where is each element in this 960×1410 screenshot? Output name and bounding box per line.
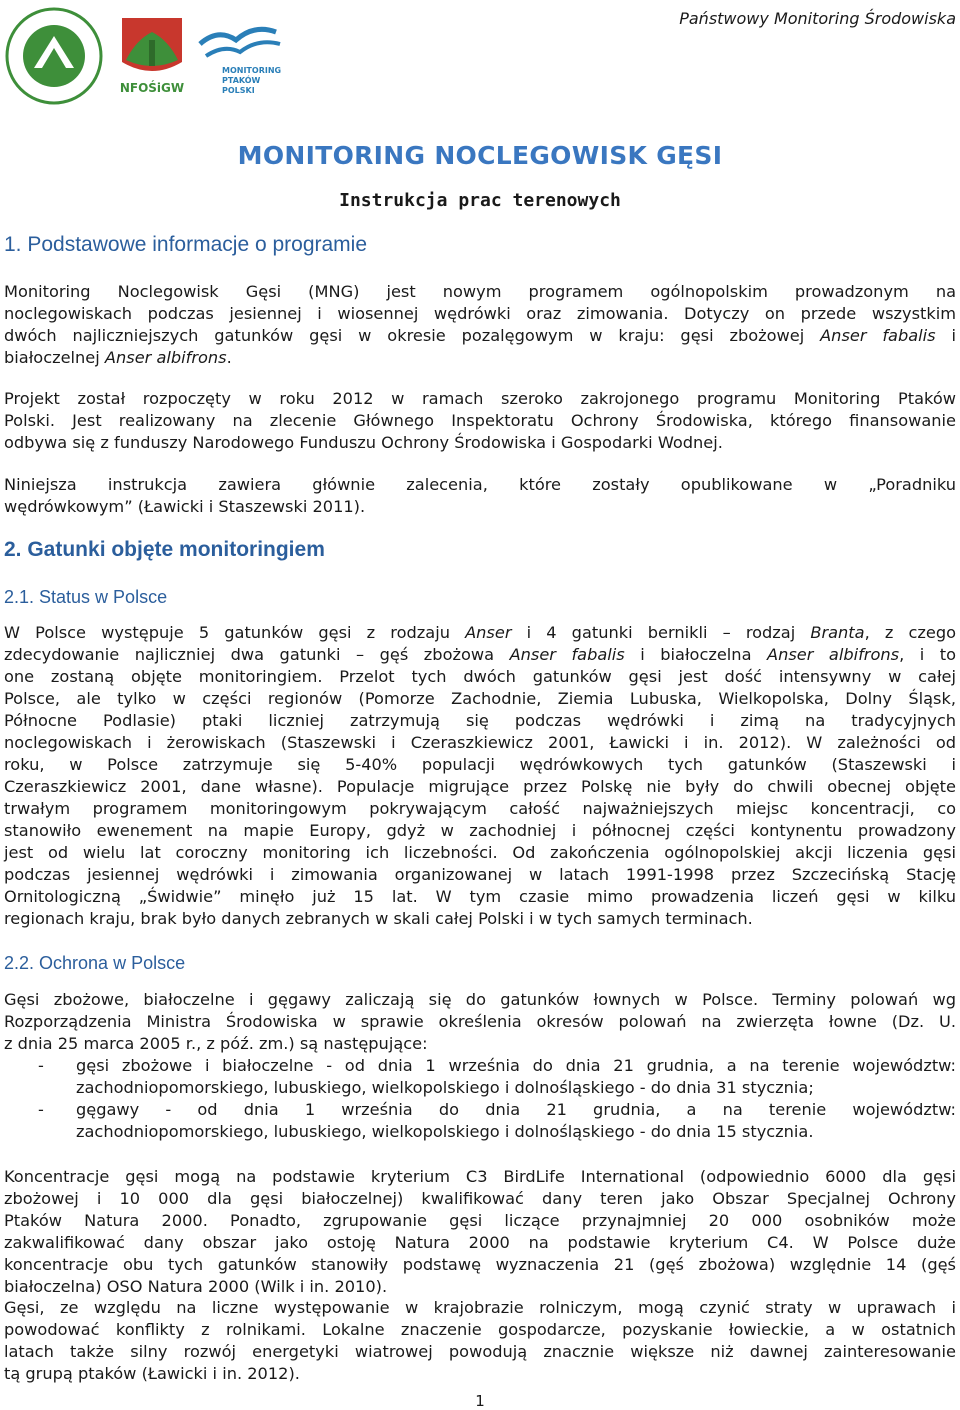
header-organization: Państwowy Monitoring Środowiska	[679, 9, 956, 28]
paragraph	[4, 474, 956, 518]
paragraph-line: Rozporządzenia Ministra Środowiska w sprawie określenia okresów polowań na zwierzęta łowne (Dz. U.	[4, 1012, 956, 1031]
list-item-line: zachodniopomorskiego, lubuskiego, wielkopolskiego i dolnośląskiego - do dnia 15 stycznia.	[76, 1122, 814, 1141]
paragraph-line: Północne Podlasie) ptaki liczniej zatrzymują się podczas wędrówki i zimą na tradycyjnych	[4, 711, 956, 730]
paragraph-line: Polsce, ale tylko w części regionów (Pomorze Zachodnie, Ziemia Lubuska, Wielkopolska, Dolny Śląsk,	[4, 689, 956, 708]
paragraph-line: zdecydowanie najliczniej dwa gatunki – gęś zbożowa Anser fabalis i białoczelna Anser albifrons, i to	[4, 645, 956, 664]
paragraph-line: stanowiło ewenement na mapie Europy, gdyż w zachodniej i północnej części kontynentu prowadzony	[4, 821, 956, 840]
paragraph-line: Polski. Jest realizowany na zlecenie Głównego Inspektoratu Ochrony Środowiska, którego finansowanie	[4, 411, 956, 430]
svg-text:NFOŚiGW: NFOŚiGW	[119, 81, 185, 95]
document-title: MONITORING NOCLEGOWISK GĘSI	[237, 141, 723, 170]
paragraph-line: zbożowej i 10 000 dla gęsi białoczelnej) kwalifikować dany teren jako Obszar Specjalnej Ochrony	[4, 1189, 956, 1208]
list-bullet: -	[38, 1056, 44, 1075]
paragraph-line: Ptaków Natura 2000. Ponadto, zgrupowanie gęsi liczące przynajmniej 20 000 osobników może	[4, 1211, 956, 1230]
nfosigw-logo	[116, 10, 188, 98]
paragraph-line: Monitoring Noclegowisk Gęsi (MNG) jest nowym programem ogólnopolskim prowadzonym na	[4, 282, 956, 301]
paragraph-line: roku, w Polsce zatrzymuje się 5-40% populacji wędrówkowych tych gatunków (Staszewski i	[4, 755, 956, 774]
bird-flight-icon	[196, 14, 286, 64]
list-item-line: gęgawy - od dnia 1 września do dnia 21 grudnia, a na terenie województw:	[76, 1100, 956, 1119]
document-subtitle: Instrukcja prac terenowych	[339, 190, 621, 211]
subsection-heading-2-2: 2.2. Ochrona w Polsce	[4, 953, 186, 973]
paragraph-line: Czeraszkiewicz 2001, dane własne). Populacje migrujące przez Polskę nie były do chwili obecnej objęte	[4, 777, 956, 796]
page-header	[0, 0, 960, 110]
paragraph-line: W Polsce występuje 5 gatunków gęsi z rodzaju Anser i 4 gatunki bernikli – rodzaj Branta, z czego	[4, 623, 956, 642]
list-bullet: -	[38, 1100, 44, 1119]
paragraph-line: powodować konflikty z rolnikami. Lokalne znaczenie gospodarcze, pozyskanie łowieckie, a w ostatnich	[4, 1320, 956, 1339]
section-heading-2: 2. Gatunki objęte monitoringiem	[4, 538, 325, 561]
page-number: 1	[475, 1392, 485, 1410]
paragraph-line: Koncentracje gęsi mogą na podstawie kryterium C3 BirdLife International (odpowiednio 6000 dla gęsi	[4, 1167, 956, 1186]
monitoring-ptakow-polski-logo	[196, 14, 286, 98]
subsection-heading-2-1: 2.1. Status w Polsce	[4, 587, 168, 607]
paragraph-line: dwóch najliczniejszych gatunków gęsi w okresie pozalęgowym w kraju: gęsi zbożowej Anser fabalis i	[4, 326, 956, 345]
hunting-seasons-list	[4, 1055, 956, 1143]
paragraph	[4, 989, 956, 1055]
list-item	[4, 1055, 956, 1099]
paragraph-line: odbywa się z funduszy Narodowego Funduszu Ochrony Środowiska i Gospodarki Wodnej.	[4, 433, 723, 452]
paragraph-line: białoczelna) OSO Natura 2000 (Wilk i in. 2010).	[4, 1277, 388, 1296]
paragraph-line: Projekt został rozpoczęty w roku 2012 w ramach szeroko zakrojonego programu Monitoring Ptaków	[4, 389, 956, 408]
paragraph-line: białoczelnej Anser albifrons.	[4, 348, 232, 367]
paragraph-line: Niniejsza instrukcja zawiera głównie zalecenia, które zostały opublikowane w „Poradniku	[4, 475, 956, 494]
paragraph	[4, 1166, 956, 1298]
paragraph-line: wędrówkowym” (Ławicki i Staszewski 2011).	[4, 497, 366, 516]
paragraph	[4, 388, 956, 454]
paragraph-line: noclegowiskach podczas jesiennej i wiosennej wędrówki oraz zimowania. Dotyczy on przede wszystkim	[4, 304, 956, 323]
paragraph-line: latach także silny rozwój energetyki wiatrowej powodują znacznie większe niż dawnej zainteresowanie	[4, 1342, 956, 1361]
mpp-logo-text: MONITORING PTAKÓW POLSKI	[222, 66, 282, 95]
paragraph-line: podczas jesiennej wędrówki i zimowania organizowanej w latach 1991-1998 przez Szczecińską Stację	[4, 865, 956, 884]
paragraph-line: Gęsi, ze względu na liczne występowanie w krajobrazie rolniczym, mogą czynić straty w uprawach i	[4, 1298, 956, 1317]
paragraph-line: z dnia 25 marca 2005 r., z póź. zm.) są następujące:	[4, 1034, 428, 1053]
paragraph-line: one zostaną objęte monitoringiem. Przelot tych dwóch gatunków gęsi jest dość intensywny w całej	[4, 667, 956, 686]
paragraph-line: jest od wielu lat coroczny monitoring ich liczebności. Od zakończenia ogólnopolskiej akcji liczenia gęsi	[4, 843, 956, 862]
paragraph-line: Ornitologiczną „Świdwie” minęło już 15 lat. W tym czasie mimo prowadzenia liczeń gęsi w kilku	[4, 887, 956, 906]
list-item-line: zachodniopomorskiego, lubuskiego, wielkopolskiego i dolnośląskiego - do dnia 31 stycznia;	[76, 1078, 814, 1097]
list-item	[4, 1099, 956, 1143]
paragraph	[4, 281, 956, 369]
paragraph-line: tą grupą ptaków (Ławicki i in. 2012).	[4, 1364, 300, 1383]
paragraph-line: koncentracje obu tych gatunków stanowiły podstawę wyznaczenia 21 (gęś zbożowa) względnie 14 (gęś	[4, 1255, 956, 1274]
list-item-line: gęsi zbożowe i białoczelne - od dnia 1 września do dnia 21 grudnia, a na terenie województw:	[76, 1056, 956, 1075]
paragraph-line: zakwalifikować dany obszar jako ostoję Natura 2000 na podstawie kryterium C4. W Polsce duże	[4, 1233, 956, 1252]
paragraph-line: regionach kraju, brak było danych zebranych w skali całej Polski i w tych samych terminach.	[4, 909, 753, 928]
paragraph-line: trwałym programem monitoringowym pokrywającym całość najważniejszych miejsc koncentracji, co	[4, 799, 956, 818]
section-heading-1: 1. Podstawowe informacje o programie	[4, 233, 368, 256]
paragraph	[4, 622, 956, 930]
paragraph	[4, 1297, 956, 1385]
paragraph-line: noclegowiskach i żerowiskach (Staszewski i Czeraszkiewicz 2001, Ławicki i in. 2012). W zależności od	[4, 733, 956, 752]
paragraph-line: Gęsi zbożowe, białoczelne i gęgawy zaliczają się do gatunków łownych w Polsce. Terminy polowań wg	[4, 990, 956, 1009]
inspekcja-ochrony-srodowiska-logo	[4, 6, 104, 106]
